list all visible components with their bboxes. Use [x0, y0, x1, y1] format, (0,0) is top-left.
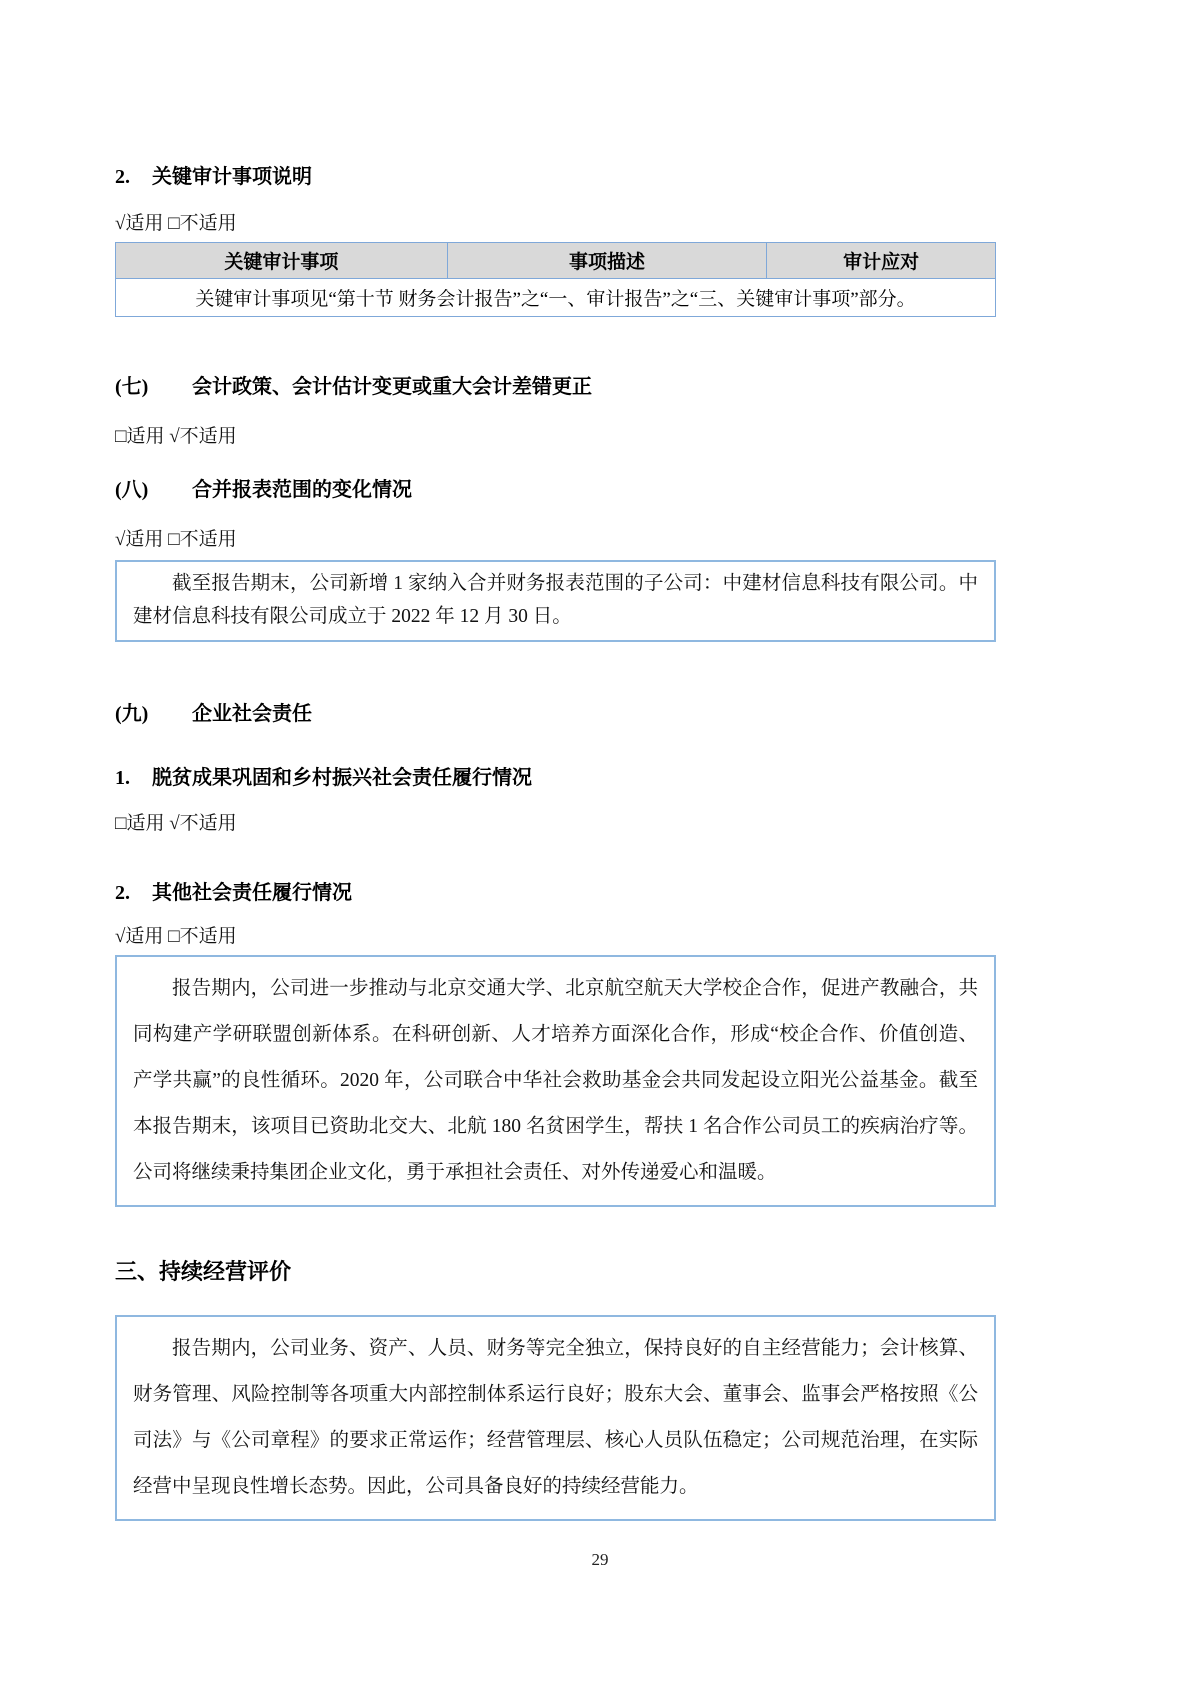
heading-sec9 [115, 702, 996, 726]
heading-number: 2. [115, 882, 130, 904]
social-responsibility-textbox [115, 955, 996, 1207]
heading-title: 脱贫成果巩固和乡村振兴社会责任履行情况 [152, 767, 532, 789]
heading-sec7 [115, 375, 996, 399]
heading-title: 会计政策、会计估计变更或重大会计差错更正 [192, 376, 592, 398]
consolidation-scope-textbox [115, 560, 996, 642]
key-audit-matters-table [115, 242, 996, 317]
heading-number: 三、 [115, 1259, 160, 1284]
table-row [116, 279, 996, 317]
going-concern-paragraph: 报告期内，公司业务、资产、人员、财务等完全独立，保持良好的自主经营能力；会计核算、财务管理、风险控制等各项重大内部控制体系运行良好；股东大会、董事会、监事会严格按照《公司法》与《公司章程》的要求正常运作；经营管理层、核心人员队伍稳定；公司规范治理，在实际经营中呈现良性增长态势。因此，公司具备良好的持续经营能力。 [133, 1338, 978, 1497]
page-content [115, 0, 996, 1521]
going-concern-textbox [115, 1315, 996, 1521]
heading-key-audit-matters [115, 165, 996, 189]
heading-title: 持续经营评价 [159, 1259, 292, 1284]
applicability-line-sub1: □适用 √不适用 [115, 813, 237, 834]
column-header-matter-description: 事项描述 [447, 243, 766, 279]
page-number: 29 [591, 1550, 609, 1569]
heading-number: 1. [115, 767, 130, 789]
heading-title: 企业社会责任 [192, 703, 312, 725]
applicability-line-sec8: √适用 □不适用 [115, 529, 237, 550]
applicability-line-sub2: √适用 □不适用 [115, 926, 237, 947]
column-header-audit-response: 审计应对 [767, 243, 996, 279]
heading-number: (七) [115, 376, 149, 398]
applicability-line-sec7: □适用 √不适用 [115, 426, 237, 447]
heading-title: 关键审计事项说明 [152, 166, 312, 188]
applicability-line-audit: √适用 □不适用 [115, 213, 237, 234]
consolidation-scope-paragraph: 截至报告期末，公司新增 1 家纳入合并财务报表范围的子公司：中建材信息科技有限公司。中建材信息科技有限公司成立于 2022 年 12 月 30 日。 [133, 573, 978, 627]
heading-title: 合并报表范围的变化情况 [192, 479, 412, 501]
heading-number: (九) [115, 703, 149, 725]
table-header-row [116, 243, 996, 279]
social-responsibility-paragraph: 报告期内，公司进一步推动与北京交通大学、北京航空航天大学校企合作，促进产教融合，共同构建产学研联盟创新体系。在科研创新、人才培养方面深化合作，形成“校企合作、价值创造、产学共赢”的良性循环。2020 年，公司联合中华社会救助基金会共同发起设立阳光公益基金。截至本报告期末，该项目已资助北交大、北航 180 名贫困学生，帮扶 1 名合作公司员工的疾病治疗等。公司将继续秉持集团企业文化，勇于承担社会责任、对外传递爱心和温暖。 [133, 978, 978, 1183]
column-header-key-audit-matter: 关键审计事项 [116, 243, 448, 279]
heading-number: (八) [115, 479, 149, 501]
heading-sec8 [115, 478, 996, 502]
heading-going-concern [115, 1259, 996, 1285]
heading-title: 其他社会责任履行情况 [152, 882, 352, 904]
heading-number: 2. [115, 166, 130, 188]
heading-sec9-sub2 [115, 881, 996, 905]
table-merged-cell: 关键审计事项见“第十节 财务会计报告”之“一、审计报告”之“三、关键审计事项”部分。 [116, 279, 996, 317]
heading-sec9-sub1 [115, 766, 996, 790]
